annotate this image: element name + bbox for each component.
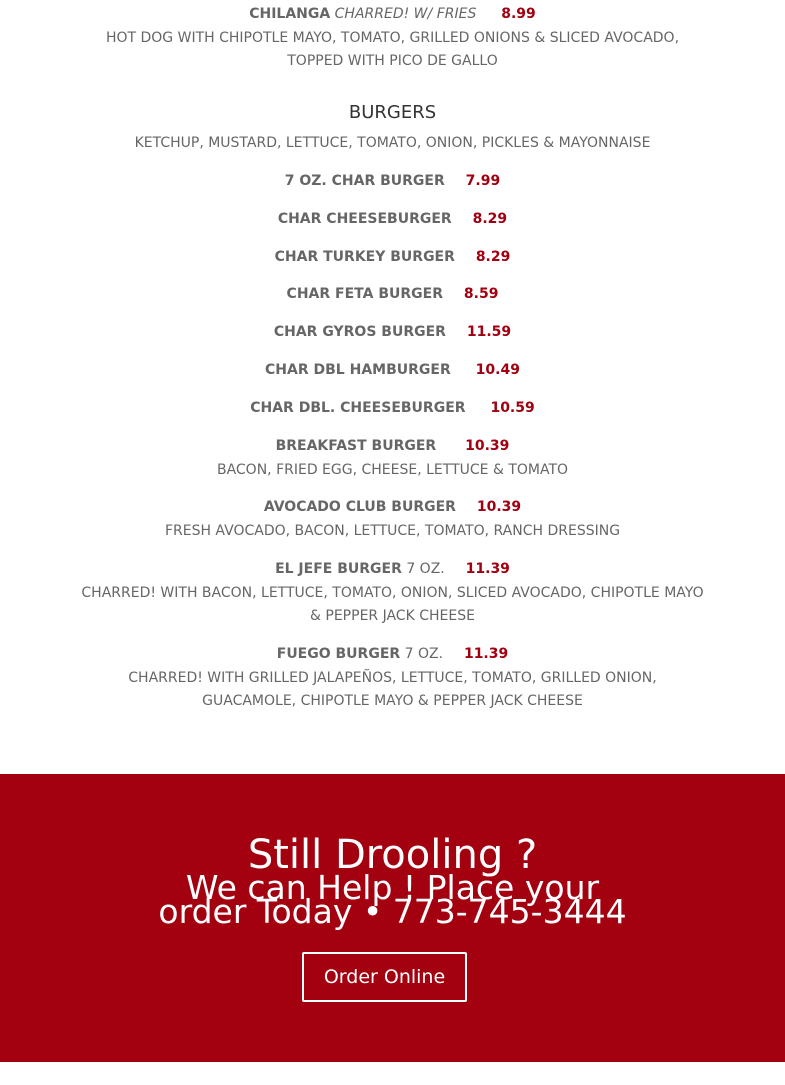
menu-item-char-burger: [80, 170, 705, 194]
menu-item-breakfast-burger: [80, 435, 705, 482]
menu-item-char-cheeseburger: [80, 208, 705, 232]
burgers-toppings: [80, 132, 705, 156]
section-title-burgers: BURGERS: [348, 102, 437, 123]
item-description: CHARRED! WITH GRILLED JALAPEÑOS, LETTUCE, TOMATO, GRILLED ONION, GUACAMOLE, CHIPOTLE MAYO & PEPPER JACK CHEESE: [128, 669, 657, 710]
item-price: 8.29: [472, 211, 508, 227]
cta-subtitle: We can Help ! Place your order Today • 773-745-3444: [158, 868, 627, 931]
item-name: FUEGO BURGER: [276, 646, 401, 662]
item-description: FRESH AVOCADO, BACON, LETTUCE, TOMATO, RANCH DRESSING: [164, 522, 621, 539]
cta-title: Still Drooling ?: [247, 832, 538, 878]
menu-item-char-dbl-hamburger: [80, 359, 705, 383]
menu-item-el-jefe-burger: [80, 558, 705, 629]
order-online-button[interactable]: Order Online: [302, 952, 467, 1002]
toppings-text: KETCHUP, MUSTARD, LETTUCE, TOMATO, ONION, PICKLES & MAYONNAISE: [134, 135, 651, 151]
item-price: 10.39: [465, 438, 510, 454]
item-description: HOT DOG WITH CHIPOTLE MAYO, TOMATO, GRILLED ONIONS & SLICED AVOCADO, TOPPED WITH PICO DE GALLO: [105, 29, 680, 70]
menu-item-avocado-club-burger: [80, 496, 705, 543]
item-price: 10.39: [476, 499, 522, 515]
item-price: 7.99: [465, 173, 501, 189]
item-price: 10.49: [475, 362, 520, 378]
item-size: 7 OZ.: [406, 561, 445, 577]
item-size: 7 OZ.: [404, 646, 444, 662]
item-price: 8.99: [501, 6, 536, 22]
item-name: CHAR GYROS BURGER: [273, 324, 446, 340]
item-price: 10.59: [490, 400, 535, 416]
item-name: EL JEFE BURGER: [275, 561, 402, 577]
item-name: CHAR TURKEY BURGER: [274, 249, 455, 265]
menu-item-fuego-burger: [80, 643, 705, 714]
order-cta-section: [0, 774, 785, 1062]
item-price: 11.59: [466, 324, 512, 340]
item-description: CHARRED! WITH BACON, LETTUCE, TOMATO, ONION, SLICED AVOCADO, CHIPOTLE MAYO & PEPPER JACK CHEESE: [81, 584, 704, 625]
menu-item-char-turkey-burger: [80, 246, 705, 270]
item-price: 8.59: [463, 286, 499, 302]
item-name: BREAKFAST BURGER: [275, 438, 437, 454]
item-name: CHILANGA: [249, 6, 331, 22]
item-price: 11.39: [465, 561, 510, 577]
item-price: 8.29: [475, 249, 511, 265]
item-name: CHAR CHEESEBURGER: [277, 211, 452, 227]
item-name: 7 OZ. CHAR BURGER: [284, 173, 445, 189]
menu-item-char-gyros-burger: [80, 321, 705, 345]
menu-item-char-feta-burger: [80, 283, 705, 307]
item-name: CHAR DBL HAMBURGER: [265, 362, 451, 378]
item-note: CHARRED! W/ FRIES: [334, 6, 477, 22]
item-name: CHAR FETA BURGER: [286, 286, 443, 302]
item-description: BACON, FRIED EGG, CHEESE, LETTUCE & TOMATO: [216, 461, 569, 478]
menu-item-char-dbl-cheeseburger: [80, 397, 705, 421]
menu-item-chilanga: [80, 3, 705, 74]
item-name: AVOCADO CLUB BURGER: [263, 499, 456, 515]
item-name: CHAR DBL. CHEESEBURGER: [250, 400, 466, 416]
item-price: 11.39: [463, 646, 509, 662]
